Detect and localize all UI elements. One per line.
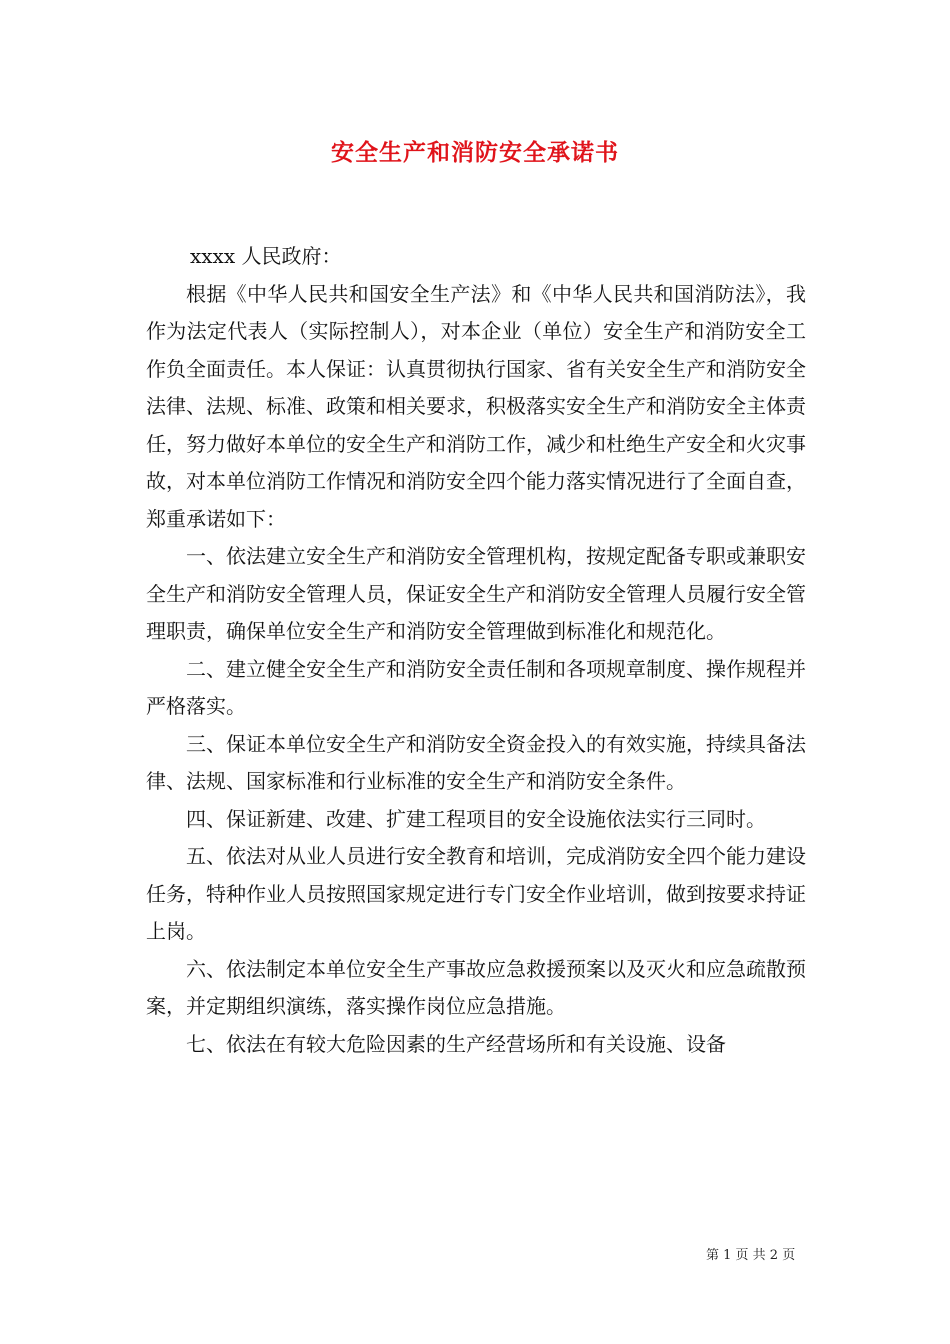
page-number: 第 1 页 共 2 页 [706, 1248, 796, 1263]
paragraph-item-3: 三、保证本单位安全生产和消防安全资金投入的有效实施，持续具备法律、法规、国家标准和行业标准的安全生产和消防安全条件。 [146, 731, 806, 793]
document-title: 安全生产和消防安全承诺书 [331, 139, 619, 166]
document-body [146, 238, 806, 1063]
paragraph-item-2: 二、建立健全安全生产和消防安全责任制和各项规章制度、操作规程并严格落实。 [146, 656, 806, 718]
salutation: xxxx 人民政府： [190, 244, 342, 268]
paragraph-item-1: 一、依法建立安全生产和消防安全管理机构，按规定配备专职或兼职安全生产和消防安全管理人员，保证安全生产和消防安全管理人员履行安全管理职责，确保单位安全生产和消防安全管理做到标准化和规范化。 [146, 544, 806, 643]
paragraph-item-6: 六、依法制定本单位安全生产事故应急救援预案以及灭火和应急疏散预案，并定期组织演练，落实操作岗位应急措施。 [146, 956, 806, 1018]
paragraph-item-7: 七、依法在有较大危险因素的生产经营场所和有关设施、设备 [186, 1031, 726, 1056]
paragraph-intro: 根据《中华人民共和国安全生产法》和《中华人民共和国消防法》，我作为法定代表人（实际控制人），对本企业（单位）安全生产和消防安全工作负全面责任。本人保证：认真贯彻执行国家、省有关安全生产和消防安全法律、法规、标准、政策和相关要求，积极落实安全生产和消防安全主体责任，努力做好本单位的安全生产和消防工作，减少和杜绝生产安全和火灾事故，对本单位消防工作情况和消防安全四个能力落实情况进行了全面自查，郑重承诺如下： [146, 281, 806, 531]
paragraph-item-5: 五、依法对从业人员进行安全教育和培训，完成消防安全四个能力建设任务，特种作业人员按照国家规定进行专门安全作业培训，做到按要求持证上岗。 [146, 844, 806, 943]
paragraph-item-4: 四、保证新建、改建、扩建工程项目的安全设施依法实行三同时。 [186, 806, 766, 831]
